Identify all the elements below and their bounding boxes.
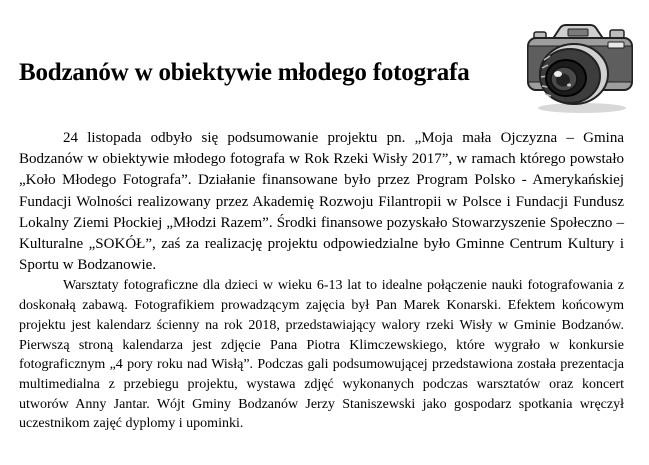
article-title: Bodzanów w obiektywie młodego fotografa	[19, 59, 470, 86]
camera-icon	[524, 16, 638, 116]
paragraph-2: Warsztaty fotograficzne dla dzieci w wieku 6-13 lat to idealne połączenie nauki fotografowania z doskonałą zabawą. Fotografikiem prowadzącym zajęcia był Pan Marek Konarski. Efektem końcowym projektu jest kalendarz ścienny na rok 2018, przedstawiający walory rzeki Wisły w Gminie Bodzanów. Pierwszą stroną kalendarza jest zdjęcie Pana Piotra Klimczewskiego, które wygrało w konkursie fotograficznym „4 pory roku nad Wisłą”. Podczas gali podsumowującej przedstawiona została prezentacja multimedialna z przebiegu projektu, wystawa zdjęć wykonanych podczas warsztatów oraz koncert utworów Anny Jantar. Wójt Gminy Bodzanów Jerzy Staniszewski jako gospodarz spotkania wręczył uczestnikom zajęć dyplomy i upominki.	[19, 278, 624, 432]
article-body	[19, 128, 624, 434]
paragraph-1: 24 listopada odbyło się podsumowanie projektu pn. „Moja mała Ojczyzna – Gmina Bodzanów w obiektywie młodego fotografa w Rok Rzeki Wisły 2017”, w ramach którego powstało „Koło Młodego Fotografa”. Działanie finansowane było przez Program Polsko - Amerykańskiej Fundacji Wolności realizowany przez Akademię Rozwoju Filantropii w Polsce i Fundacji Fundusz Lokalny Ziemi Płockiej „Młodzi Razem”. Środki finansowe pozyskało Stowarzyszenie Społeczno – Kulturalne „SOKÓŁ”, zaś za realizację projektu odpowiedzialne było Gminne Centrum Kultury i Sportu w Bodzanowie.	[19, 130, 624, 274]
